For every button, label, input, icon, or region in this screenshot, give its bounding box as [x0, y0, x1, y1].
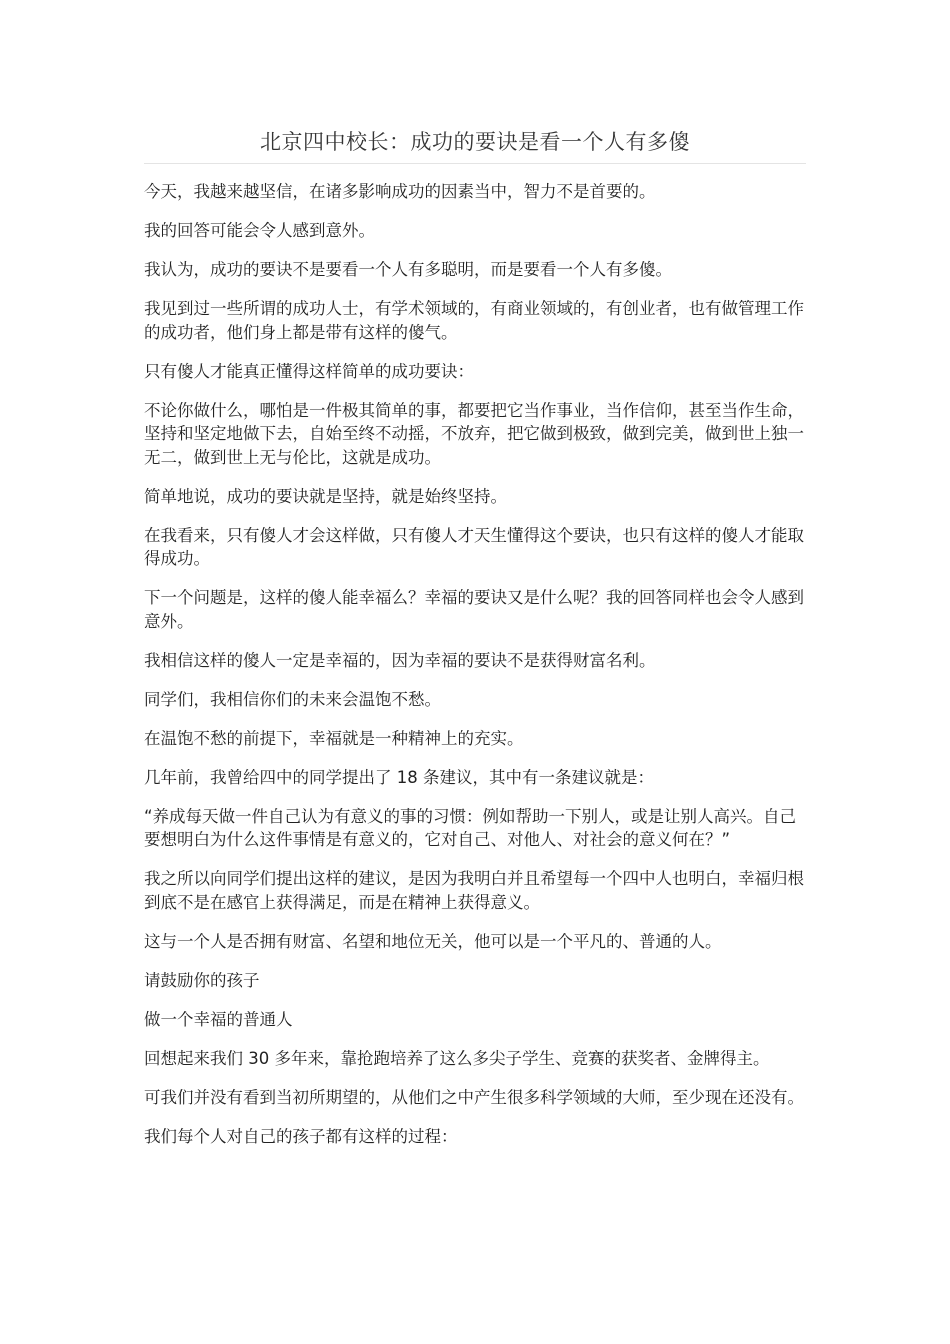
paragraph: 只有傻人才能真正懂得这样简单的成功要诀： [144, 361, 474, 381]
paragraph: 不论你做什么，哪怕是一件极其简单的事，都要把它当作事业，当作信仰，甚至当作生命，坚持和坚定地做下去，自始至终不动摇，不放弃，把它做到极致，做到完美，做到世上独一无二，做到世上无与伦比，这就是成功。 [144, 400, 804, 467]
paragraph: 几年前，我曾给四中的同学提出了 18 条建议，其中有一条建议就是： [144, 767, 654, 787]
paragraph: 我认为，成功的要诀不是要看一个人有多聪明，而是要看一个人有多傻。 [144, 260, 672, 279]
paragraph: 在温饱不愁的前提下，幸福就是一种精神上的充实。 [144, 728, 524, 748]
paragraph: 我之所以向同学们提出这样的建议，是因为我明白并且希望每一个四中人也明白，幸福归根到底不是在感官上获得满足，而是在精神上获得意义。 [144, 869, 804, 912]
section-heading: 请鼓励你的孩子 [144, 970, 260, 990]
paragraph: 我们每个人对自己的孩子都有这样的过程： [144, 1126, 458, 1146]
paragraph: 下一个问题是，这样的傻人能幸福么？幸福的要诀又是什么呢？我的回答同样也会令人感到意外。 [144, 588, 804, 631]
quote-paragraph: “养成每天做一件自己认为有意义的事的习惯：例如帮助一下别人，或是让别人高兴。自己要想明白为什么这件事情是有意义的，它对自己、对他人、对社会的意义何在？” [144, 806, 797, 849]
paragraph: 我相信这样的傻人一定是幸福的，因为幸福的要诀不是获得财富名利。 [144, 650, 656, 670]
paragraph: 今天，我越来越坚信，在诸多影响成功的因素当中，智力不是首要的。 [144, 182, 656, 201]
paragraph: 回想起来我们 30 多年来，靠抢跑培养了这么多尖子学生、竞赛的获奖者、金牌得主。 [144, 1048, 770, 1068]
article-title: 北京四中校长：成功的要诀是看一个人有多傻 [260, 130, 690, 154]
paragraph: 可我们并没有看到当初所期望的，从他们之中产生很多科学领域的大师，至少现在还没有。 [144, 1087, 804, 1107]
paragraph: 这与一个人是否拥有财富、名望和地位无关，他可以是一个平凡的、普通的人。 [144, 931, 722, 951]
article-body [144, 180, 806, 1164]
paragraph: 同学们，我相信你们的未来会温饱不愁。 [144, 689, 441, 709]
title-divider [144, 163, 806, 164]
paragraph: 简单地说，成功的要诀就是坚持，就是始终坚持。 [144, 486, 507, 506]
section-heading: 做一个幸福的普通人 [144, 1009, 293, 1029]
paragraph: 在我看来，只有傻人才会这样做，只有傻人才天生懂得这个要诀，也只有这样的傻人才能取得成功。 [144, 525, 804, 568]
paragraph: 我见到过一些所谓的成功人士，有学术领域的，有商业领域的，有创业者，也有做管理工作的成功者，他们身上都是带有这样的傻气。 [144, 299, 804, 342]
paragraph: 我的回答可能会令人感到意外。 [144, 221, 375, 240]
